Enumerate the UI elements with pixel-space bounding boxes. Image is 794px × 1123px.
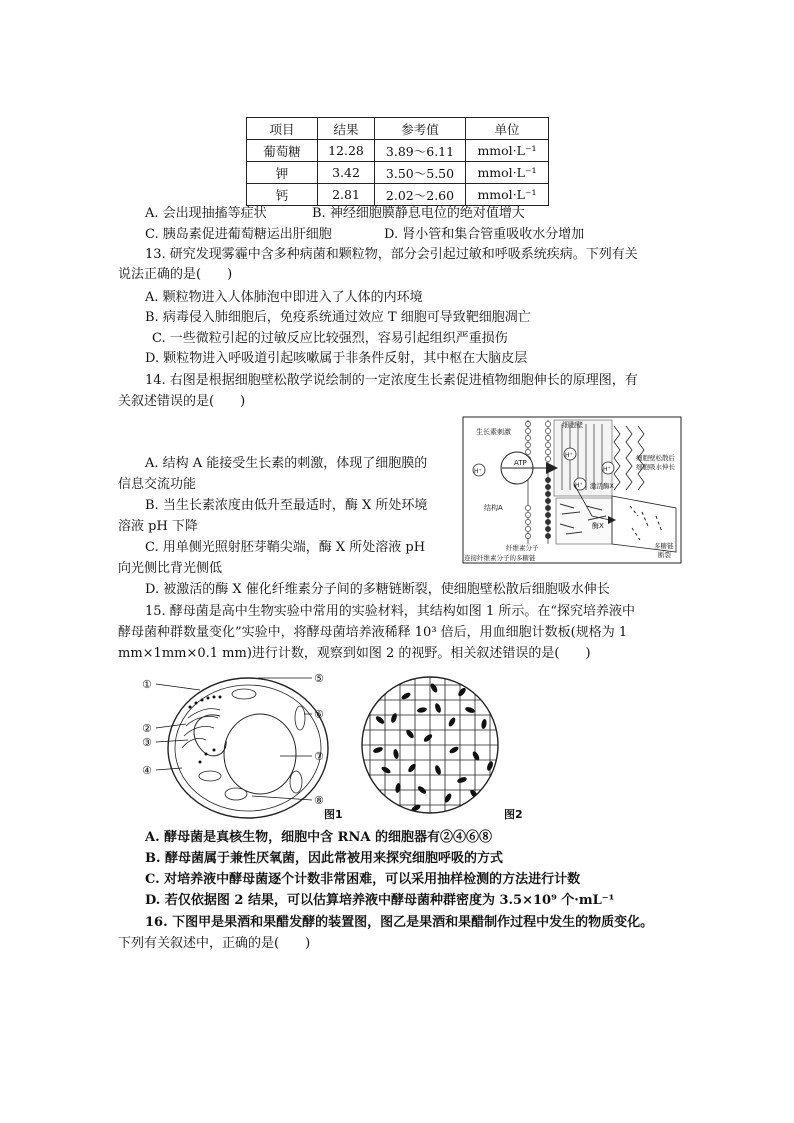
label-h-2: H⁺ (565, 452, 573, 459)
q16-stem-cont: 下列有关叙述中，正确的是( ) (118, 936, 311, 951)
yeast-cell-diagram (140, 670, 350, 825)
label-structure-a: 结构A (484, 504, 503, 512)
label-circle-3: ③ (142, 736, 152, 749)
q13-stem-cont: 说法正确的是( ) (118, 267, 233, 282)
q15-option-d: D. 若仅依据图 2 结果，可以估算培养液中酵母菌种群密度为 3.5×10⁹ 个·mL⁻¹ (145, 893, 615, 908)
label-h-3: H⁺ (575, 482, 583, 489)
q14-option-a: A. 结构 A 能接受生长素的刺激，体现了细胞膜的 (145, 456, 428, 471)
table-cell: 2.02～2.60 (375, 184, 466, 206)
yeast-cells (372, 682, 494, 812)
q15-stem: 15. 酵母菌是高中生物实验中常用的实验材料，其结构如图 1 所示。在“探究培养液中 (145, 604, 635, 619)
figure-1-caption: 图1 (324, 808, 343, 821)
q13-option-c: C. 一些微粒引起的过敏反应比较强烈，容易引起组织严重损伤 (152, 331, 508, 346)
table-cell: 钙 (247, 184, 318, 206)
label-activate: 激活酶X (590, 482, 614, 490)
q15-stem-cont: 酵母菌种群数量变化”实验中，将酵母菌培养液稀释 10³ 倍后，用血细胞计数板(规格为 1 (118, 625, 628, 640)
q16-stem (145, 914, 653, 932)
label-break-1: 多糖链 (654, 542, 674, 550)
label-enzyme-x: 酶X (592, 522, 604, 530)
q14-stem-cont: 关叙述错误的是( ) (118, 394, 246, 409)
q12-option-a: A. 会出现抽搐等症状 (145, 206, 267, 221)
label-stimulus: 生长素刺激 (476, 428, 511, 436)
label-circle-5: ⑤ (314, 672, 324, 685)
label-circle-4: ④ (142, 764, 152, 777)
table-cell: mmol·L⁻¹ (466, 184, 549, 206)
q15-option-b: B. 酵母菌属于兼性厌氧菌，因此常被用来探究细胞呼吸的方式 (145, 851, 504, 866)
broken-chains (630, 506, 662, 540)
q12-option-b: B. 神经细胞膜静息电位的绝对值增大 (312, 206, 525, 221)
table-header-row (247, 118, 549, 140)
mitochondrion (290, 771, 302, 793)
table-cell: 2.81 (318, 184, 375, 206)
table-header-reference: 参考值 (375, 118, 466, 140)
vacuole (224, 714, 296, 794)
label-circle-2: ② (142, 722, 152, 735)
label-loosen: 细胞壁松散后 (636, 454, 675, 462)
table-cell: 葡萄糖 (247, 140, 318, 162)
q14-option-b-cont: 溶液 pH 下降 (118, 519, 198, 534)
table-header-item: 项目 (247, 118, 318, 140)
label-cellulose: 纤维素分子 (506, 544, 539, 552)
mitochondrion (225, 788, 247, 800)
q16-stem-text: 16. 下图甲是果酒和果醋发酵的装置图，图乙是果酒和果醋制作过程中发生的物质变化。 (145, 915, 654, 930)
label-h-4: H⁺ (603, 466, 611, 473)
q15-option-a: A. 酵母菌是真核生物，细胞中含 RNA 的细胞器有②④⑥⑧ (145, 830, 492, 845)
q14-option-a-cont: 信息交流功能 (118, 477, 197, 492)
label-break-2: 断裂 (658, 551, 671, 559)
table-cell: mmol·L⁻¹ (466, 162, 549, 184)
label-circle-6: ⑥ (314, 708, 324, 721)
q14-option-d: D. 被激活的酶 X 催化纤维素分子间的多糖链断裂，使细胞壁松散后细胞吸水伸长 (145, 582, 610, 597)
label-absorb: 细胞吸水伸长 (636, 463, 675, 471)
table-row (247, 184, 549, 206)
table-header-unit: 单位 (466, 118, 549, 140)
label-h-1: H⁺ (474, 468, 482, 475)
counting-grid (358, 670, 508, 820)
label-chains: 连接纤维素分子的多糖链 (464, 554, 536, 562)
table-cell: 12.28 (318, 140, 375, 162)
figure-2-caption: 图2 (504, 808, 523, 821)
label-circle-7: ⑦ (314, 750, 324, 763)
hemocytometer-view (358, 670, 538, 825)
label-atp: ATP (514, 459, 527, 467)
q15-stem-cont-2: mm×1mm×0.1 mm)进行计数，观察到如图 2 的视野。相关叙述错误的是( ) (118, 646, 591, 661)
q14-option-b: B. 当生长素浓度由低升至最适时，酶 X 所处环境 (145, 498, 428, 513)
q14-stem: 14. 右图是根据细胞壁松散学说绘制的一定浓度生长素促进植物细胞伸长的原理图，有 (145, 373, 638, 388)
blood-test-table (246, 117, 549, 206)
table-cell: 3.50～5.50 (375, 162, 466, 184)
label-circle-8: ⑧ (314, 794, 324, 807)
label-circle-1: ① (142, 678, 152, 691)
table-row (247, 140, 549, 162)
q13-option-d: D. 颗粒物进入呼吸道引起咳嗽属于非条件反射，其中枢在大脑皮层 (145, 351, 528, 366)
q12-option-c: C. 胰岛素促进葡萄糖运出肝细胞 (145, 227, 332, 242)
cell-wall-loosening-diagram (462, 416, 682, 564)
q13-stem: 13. 研究发现雾霾中含多种病菌和颗粒物，部分会引起过敏和呼吸系统疾病。下列有关 (145, 247, 638, 262)
table-cell: mmol·L⁻¹ (466, 140, 549, 162)
table-cell: 3.89～6.11 (375, 140, 466, 162)
membrane-heads (525, 421, 550, 538)
q13-option-a: A. 颗粒物进入人体肺泡中即进入了人体的内环境 (145, 290, 423, 305)
mitochondrion (199, 771, 221, 781)
label-cell-wall: 细胞壁 (562, 421, 583, 429)
mitochondrion (232, 689, 256, 699)
table-header-result: 结果 (318, 118, 375, 140)
q14-option-c-cont: 向光侧比背光侧低 (118, 561, 223, 576)
q15-option-c: C. 对培养液中酵母菌逐个计数非常困难，可以采用抽样检测的方法进行计数 (145, 872, 581, 887)
q14-option-c: C. 用单侧光照射胚芽鞘尖端，酶 X 所处溶液 pH (145, 540, 426, 555)
mitochondrion (295, 706, 305, 730)
table-cell: 钾 (247, 162, 318, 184)
membrane-bilayer (528, 420, 548, 544)
q12-option-d: D. 肾小管和集合管重吸收水分增加 (384, 227, 585, 242)
q13-option-b: B. 病毒侵入肺细胞后，免疫系统通过效应 T 细胞可导致靶细胞凋亡 (145, 310, 531, 325)
table-cell: 3.42 (318, 162, 375, 184)
table-row (247, 162, 549, 184)
